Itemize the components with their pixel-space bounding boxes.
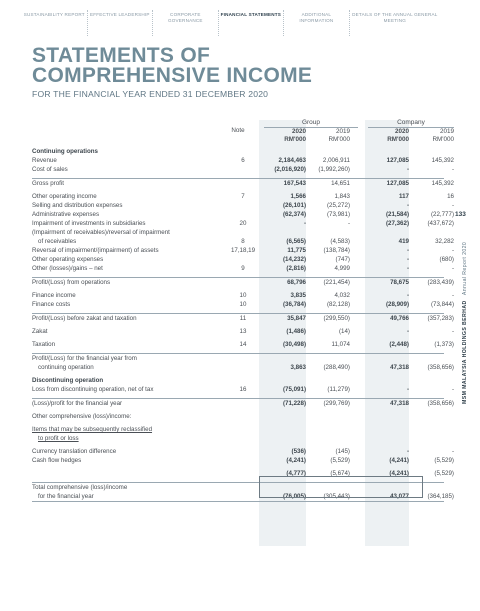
row-label: Other comprehensive (loss)/income: xyxy=(32,413,132,420)
row-label: to profit or loss xyxy=(38,435,79,442)
nav-item[interactable]: ADDITIONAL INFORMATION xyxy=(284,10,350,36)
row-label: Finance income xyxy=(32,292,76,299)
group-2019-value: (221,454) xyxy=(323,279,350,286)
company-header xyxy=(368,119,454,128)
group-2019-value: 1,843 xyxy=(334,193,350,200)
table-row xyxy=(32,456,454,465)
table-row xyxy=(32,147,444,156)
nav-item[interactable]: CORPORATE GOVERNANCE xyxy=(153,10,219,36)
group-2020-value: (62,374) xyxy=(282,211,306,218)
group-2019-unit: RM'000 xyxy=(328,135,350,143)
table-row xyxy=(32,277,454,287)
table-row xyxy=(32,300,454,309)
row-label: Profit/(Loss) from operations xyxy=(32,279,111,286)
group-header xyxy=(264,119,358,128)
group-2020-value: (71,228) xyxy=(282,400,306,407)
group-2019-value: 4,999 xyxy=(334,265,350,272)
company-2019-value: (283,439) xyxy=(427,279,454,286)
row-label: Other operating income xyxy=(32,193,97,200)
row-label: Reversal of impairment/(impairment) of assets xyxy=(32,247,159,254)
row-label: Currency translation difference xyxy=(32,448,117,455)
group-2019-value: (5,529) xyxy=(330,457,350,464)
row-note: 8 xyxy=(241,238,245,245)
table-row xyxy=(32,255,454,264)
company-2020-value: - xyxy=(406,328,409,335)
row-label: Continuing operations xyxy=(32,148,98,155)
row-note: 20 xyxy=(239,220,247,227)
company-2020-value: (4,241) xyxy=(389,470,409,477)
table-row xyxy=(32,219,454,228)
group-2019-value: - xyxy=(347,220,350,227)
company-2020-value: - xyxy=(406,265,409,272)
table-row xyxy=(32,385,454,394)
company-2019-value: - xyxy=(451,166,454,173)
page-subtitle: FOR THE FINANCIAL YEAR ENDED 31 DECEMBER 2020 xyxy=(32,89,269,99)
row-label: Cost of sales xyxy=(32,166,68,173)
table-row xyxy=(32,228,444,237)
company-2020-value: - xyxy=(406,166,409,173)
row-note: 13 xyxy=(239,328,247,335)
company-2020-value: - xyxy=(406,448,409,455)
row-note: 10 xyxy=(239,292,247,299)
company-2019-value: (437,672) xyxy=(427,220,454,227)
group-2019-value: 14,651 xyxy=(331,180,350,187)
company-2019-value: 16 xyxy=(447,193,454,200)
company-2020-value: - xyxy=(406,292,409,299)
company-2020-value: - xyxy=(406,256,409,263)
table-row xyxy=(32,434,444,443)
group-2019-value: (11,279) xyxy=(327,386,350,393)
company-2020-value: - xyxy=(406,247,409,254)
company-2019-value: - xyxy=(451,448,454,455)
row-label: Items that may be subsequently reclassified xyxy=(32,426,153,433)
row-label: for the financial year xyxy=(38,493,94,500)
table-row xyxy=(32,237,454,246)
group-2020-unit: RM'000 xyxy=(284,135,306,143)
side-label xyxy=(462,242,468,404)
group-2020-value: 167,543 xyxy=(283,180,306,187)
company-2020-unit: RM'000 xyxy=(387,135,409,143)
company-2019-value: (357,283) xyxy=(427,315,454,322)
row-label: (Impairment of receivables)/reversal of impairment xyxy=(32,229,170,236)
table-row xyxy=(32,246,454,255)
row-note: 14 xyxy=(239,341,247,348)
company-2019-value: (73,844) xyxy=(430,301,454,308)
company-2019-value: (22,777) xyxy=(430,211,454,218)
row-label: Other (losses)/gains – net xyxy=(32,265,103,272)
group-2020-value: (26,101) xyxy=(282,202,306,209)
row-label: (Loss)/profit for the financial year xyxy=(32,400,123,407)
nav-item[interactable]: FINANCIAL STATEMENTS xyxy=(219,10,285,36)
company-2020-value: (2,448) xyxy=(389,341,409,348)
table-row xyxy=(32,156,454,165)
group-2019-value: 2,006,911 xyxy=(322,157,350,164)
group-2020-year: 2020 xyxy=(291,128,306,135)
row-note: 7 xyxy=(241,193,245,200)
group-2019-value: (747) xyxy=(335,256,350,263)
group-2019-value: 11,074 xyxy=(331,341,350,348)
group-2020-value: (36,784) xyxy=(282,301,306,308)
group-header-label: Group xyxy=(301,119,321,126)
company-2020-value: 43,077 xyxy=(390,493,409,500)
table-row xyxy=(32,264,454,273)
company-2020-value: (28,909) xyxy=(385,301,409,308)
group-2020-value: (30,498) xyxy=(282,341,306,348)
group-2020-value: (2,816) xyxy=(286,265,306,272)
company-2019-unit: RM'000 xyxy=(432,135,454,143)
row-label: Taxation xyxy=(32,341,56,348)
company-2020-value: 117 xyxy=(399,193,409,200)
company-2019-value: 145,392 xyxy=(431,180,454,187)
side-label-report: Annual Report 2020 xyxy=(462,241,468,296)
group-2019-value: (82,128) xyxy=(326,301,350,308)
company-2020-value: (4,241) xyxy=(389,457,409,464)
row-label: Finance costs xyxy=(32,301,71,308)
company-2019-value: - xyxy=(451,328,454,335)
group-2019-value: (288,490) xyxy=(323,364,350,371)
group-2019-value: (73,981) xyxy=(326,211,350,218)
company-2020-value: (21,584) xyxy=(385,211,409,218)
company-2020-value: - xyxy=(406,202,409,209)
company-2020-header xyxy=(368,128,409,143)
group-2020-value: (1,486) xyxy=(286,328,306,335)
table-row xyxy=(32,412,444,421)
company-2020-year: 2020 xyxy=(394,128,409,135)
company-2020-value: (27,362) xyxy=(385,220,409,227)
group-2020-value: 2,184,463 xyxy=(278,157,306,164)
row-label: Administrative expenses xyxy=(32,211,100,218)
row-label: Zakat xyxy=(32,328,48,335)
company-2019-header xyxy=(413,128,454,143)
row-label: Impairment of investments in subsidiaries xyxy=(32,220,146,227)
page-title xyxy=(32,46,312,86)
group-2020-value: - xyxy=(303,220,306,227)
company-2019-value: (5,529) xyxy=(434,457,454,464)
company-2020-value: 419 xyxy=(398,238,409,245)
group-2019-value: 4,032 xyxy=(334,292,350,299)
statement-table xyxy=(32,147,454,502)
table-row xyxy=(32,340,454,349)
company-2019-value: - xyxy=(451,265,454,272)
table-row xyxy=(32,447,454,456)
row-label: Revenue xyxy=(32,157,57,164)
group-2020-value: (75,091) xyxy=(282,386,306,393)
table-row xyxy=(32,425,444,434)
group-2019-value: (299,550) xyxy=(323,315,350,322)
company-2020-value: 47,318 xyxy=(390,400,409,407)
table-row xyxy=(32,398,454,408)
group-2020-value: 1,566 xyxy=(290,193,306,200)
table-row xyxy=(32,178,454,188)
row-label: continuing operation xyxy=(38,364,94,371)
group-2020-value: (2,016,920) xyxy=(274,166,306,173)
nav-item[interactable]: EFFECTIVE LEADERSHIP xyxy=(88,10,154,36)
group-2020-value: (14,232) xyxy=(282,256,306,263)
nav-item[interactable]: DETAILS OF THE ANNUAL GENERAL MEETING xyxy=(352,12,438,23)
company-2020-value: 127,085 xyxy=(386,180,409,187)
company-2019-value: - xyxy=(451,386,454,393)
group-2019-value: (305,443) xyxy=(323,493,350,500)
row-label: Gross profit xyxy=(32,180,64,187)
group-2019-value: (4,583) xyxy=(330,238,350,245)
company-2019-year: 2019 xyxy=(439,128,454,135)
group-2020-header xyxy=(264,128,306,143)
group-2020-value: (6,565) xyxy=(286,238,306,245)
row-note: 11 xyxy=(239,315,247,322)
group-2020-value: 3,835 xyxy=(290,292,306,299)
page-number: 133 xyxy=(455,211,466,218)
note-column-header: Note xyxy=(231,127,245,134)
group-2019-value: (138,784) xyxy=(323,247,350,254)
page-title-line-2: COMPREHENSIVE INCOME xyxy=(32,64,313,87)
company-2020-value: 49,766 xyxy=(390,315,409,322)
company-2019-value: 145,392 xyxy=(431,157,454,164)
company-2019-value: - xyxy=(451,202,454,209)
company-2020-value: 47,318 xyxy=(390,364,409,371)
group-2020-value: 3,863 xyxy=(290,364,306,371)
company-2019-value: (5,529) xyxy=(434,470,454,477)
group-2019-value: (5,674) xyxy=(330,470,350,477)
nav-item[interactable]: SUSTAINABILITY REPORT xyxy=(22,10,88,36)
row-label: Selling and distribution expenses xyxy=(32,202,123,209)
table-row xyxy=(32,376,444,385)
side-label-company: MSM MALAYSIA HOLDINGS BERHAD xyxy=(462,300,468,404)
group-2020-value: 11,775 xyxy=(287,247,306,254)
table-row xyxy=(32,353,444,363)
row-note: 10 xyxy=(239,301,247,308)
company-2019-value: (680) xyxy=(439,256,454,263)
row-note: 17,18,19 xyxy=(230,247,256,254)
company-header-label: Company xyxy=(397,119,425,126)
row-note: 6 xyxy=(241,157,245,164)
table-row xyxy=(32,482,444,492)
row-label: of receivables xyxy=(38,238,77,245)
page-title-line-1: STATEMENTS OF xyxy=(32,44,211,67)
table-row xyxy=(32,492,454,502)
group-2020-value: (4,241) xyxy=(286,457,306,464)
group-2019-value: (1,992,260) xyxy=(318,166,350,173)
company-2019-value: (364,185) xyxy=(427,493,454,500)
group-2020-value: (4,777) xyxy=(286,470,306,477)
company-2019-value: (358,656) xyxy=(427,400,454,407)
table-row xyxy=(32,363,454,372)
table-row xyxy=(32,327,454,336)
group-2020-value: 68,796 xyxy=(287,279,306,286)
group-2020-value: (76,005) xyxy=(282,493,306,500)
company-2020-value: 78,675 xyxy=(390,279,409,286)
row-label: Profit/(Loss) for the financial year from xyxy=(32,355,137,362)
company-2019-value: 32,282 xyxy=(435,238,454,245)
group-2019-value: (145) xyxy=(335,448,350,455)
table-row xyxy=(32,201,454,210)
table-row xyxy=(32,192,454,201)
row-label: Cash flow hedges xyxy=(32,457,82,464)
top-navigation xyxy=(22,10,440,36)
table-row xyxy=(32,469,454,478)
group-2020-value: (536) xyxy=(291,448,306,455)
group-2019-header xyxy=(308,128,350,143)
row-label: Total comprehensive (loss)/income xyxy=(32,484,128,491)
group-2019-value: (14) xyxy=(338,328,350,335)
row-label: Discontinuing operation xyxy=(32,377,104,384)
group-2019-value: (299,769) xyxy=(323,400,350,407)
table-row xyxy=(32,291,454,300)
group-2020-value: 35,847 xyxy=(287,315,306,322)
table-row xyxy=(32,210,454,219)
row-note: 9 xyxy=(241,265,245,272)
company-2019-value: (358,656) xyxy=(427,364,454,371)
table-row xyxy=(32,313,454,323)
group-2019-value: (25,272) xyxy=(326,202,350,209)
group-2019-year: 2019 xyxy=(335,128,350,135)
company-2019-value: (1,373) xyxy=(434,341,454,348)
row-label: Other operating expenses xyxy=(32,256,104,263)
company-2020-value: 127,085 xyxy=(386,157,409,164)
company-2019-value: - xyxy=(451,247,454,254)
row-note: 16 xyxy=(239,386,247,393)
row-label: Profit/(Loss) before zakat and taxation xyxy=(32,315,137,322)
table-row xyxy=(32,165,454,174)
row-label: Loss from discontinuing operation, net of tax xyxy=(32,386,154,393)
company-2020-value: - xyxy=(406,386,409,393)
company-2019-value: - xyxy=(451,292,454,299)
